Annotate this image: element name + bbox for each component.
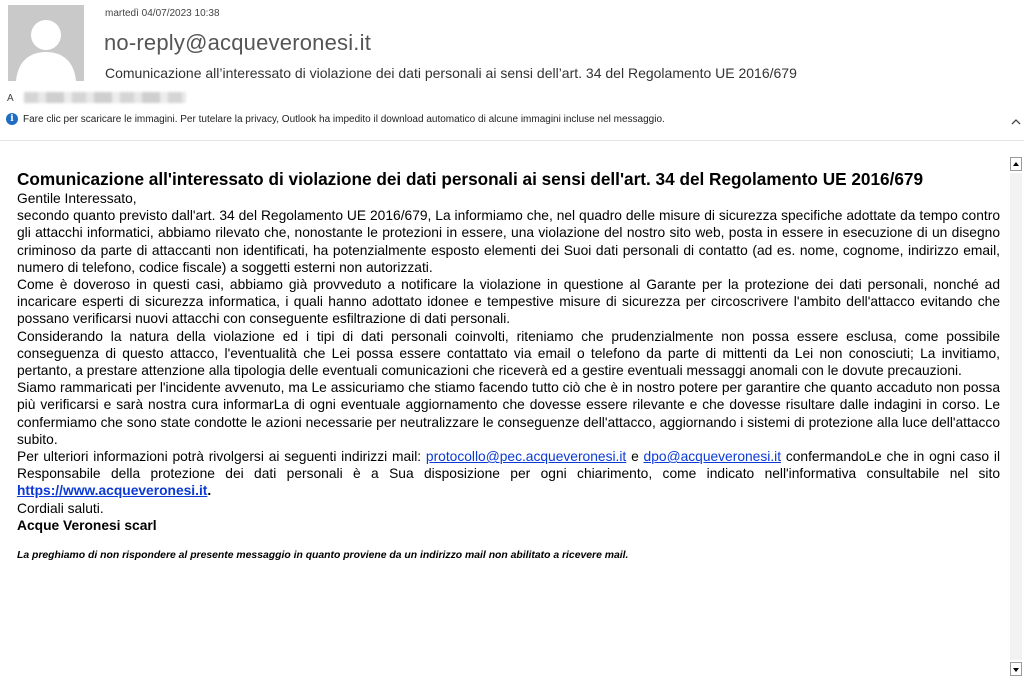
scroll-down-arrow-icon bbox=[1013, 668, 1019, 672]
p5-middle: confermandoLe che in ogni caso il Responsabile della protezione dei dati personali è a Sua disposizione per ogni chiarimento, come indicato nell'informativa consultabile nel sito bbox=[17, 449, 1001, 482]
person-silhouette-icon bbox=[8, 5, 84, 81]
info-icon: i bbox=[6, 113, 18, 125]
greeting: Gentile Interessato, bbox=[17, 191, 137, 206]
scroll-up-arrow-icon bbox=[1013, 162, 1019, 166]
message-content bbox=[17, 168, 1000, 561]
vertical-scrollbar[interactable] bbox=[1010, 155, 1024, 678]
scroll-up-button[interactable] bbox=[1010, 157, 1022, 171]
paragraph-1: secondo quanto previsto dall'art. 34 del Regolamento UE 2016/679, La informiamo che, nel quadro delle misure di sicurezza specifiche adottate da tempo contro gli attacchi informatici, abbiamo rilevato che, nonostante le protezioni in essere, una violazione del nostro sito web, posta in essere in esecuzione di un disegno criminoso da parte di attaccanti non identificati, ha potenzialmente esposto elementi dei Suoi dati personali di contatto (ad es. nome, cognome, indirizzo email, numero di telefono, codice fiscale) a soggetti esterni non autorizzati. bbox=[17, 208, 1000, 275]
p5-suffix: . bbox=[207, 483, 212, 499]
header-divider bbox=[0, 140, 1024, 141]
download-images-infobar[interactable] bbox=[6, 112, 665, 126]
message-date: martedì 04/07/2023 10:38 bbox=[105, 8, 220, 19]
sender-avatar bbox=[8, 5, 84, 81]
redacted-recipient bbox=[24, 92, 186, 103]
p5-prefix: Per ulteriori informazioni potrà rivolgersi ai seguenti indirizzi mail: bbox=[17, 449, 426, 465]
chevron-up-icon[interactable] bbox=[1010, 116, 1022, 128]
email-link-dpo[interactable]: dpo@acqueveronesi.it bbox=[643, 449, 782, 465]
email-link-protocollo[interactable]: protocollo@pec.acqueveronesi.it bbox=[425, 449, 627, 465]
paragraph-4: Siamo rammaricati per l'incidente avvenuto, ma Le assicuriamo che stiamo facendo tutto ciò che è in nostro potere per garantire che quanto accaduto non possa più verificarsi e sarà nostra cura informarLa di ogni eventuale aggiornamento che dovesse essere rilevante e che dovesse risultare dalle indagini in corso. Le confermiamo che sono state condotte le azioni necessarie per neutralizzare le conseguenze dell'attacco, aggiornando i sistemi di protezione alla luce dell'attacco subito. bbox=[17, 380, 1000, 447]
paragraph-2: Come è doveroso in questi casi, abbiamo già provveduto a notificare la violazione in questione al Garante per la protezione dei dati personali, nonché ad incaricare esperti di sicurezza informatica, i quali hanno adottato idonee e tempestive misure di sicurezza per circoscrivere l'ambito dell'attacco evitando che possano verificarsi nuovi attacchi con conseguente esfiltrazione di dati personali. bbox=[17, 277, 1000, 327]
message-subject: Comunicazione all’interessato di violazione dei dati personali ai sensi dell’art. 34 del Regolamento UE 2016/679 bbox=[105, 65, 797, 81]
closing: Cordiali saluti. bbox=[17, 500, 104, 516]
website-link[interactable]: https://www.acqueveronesi.it bbox=[17, 483, 208, 499]
scroll-down-button[interactable] bbox=[1010, 662, 1022, 676]
paragraph-5 bbox=[17, 448, 1000, 500]
message-body bbox=[0, 150, 1009, 678]
paragraph-3: Considerando la natura della violazione ed i tipi di dati personali coinvolti, riteniamo che prudenzialmente non possa essere esclusa, come possibile conseguenza di questo attacco, l'eventualità che Lei possa essere contattato via email o telefono da parte di mittenti da Lei non conosciuti; La invitiamo, pertanto, a prestare attenzione alla tipologia delle eventuali comunicazioni che riceverà ed a gestire eventuali messaggi anomali con le dovute precauzioni. bbox=[17, 328, 1000, 379]
message-header bbox=[0, 0, 1024, 140]
body-title: Comunicazione all'interessato di violazione dei dati personali ai sensi dell'art. 34 del Regolamento UE 2016/679 bbox=[17, 169, 924, 189]
sender-address[interactable]: no-reply@acqueveronesi.it bbox=[104, 30, 372, 55]
footnote: La preghiamo di non rispondere al presente messaggio in quanto proviene da un indirizzo mail non abilitato a ricevere mail. bbox=[17, 549, 629, 561]
signature: Acque Veronesi scarl bbox=[17, 517, 157, 533]
recipient-label: A bbox=[7, 93, 14, 104]
infobar-text: Fare clic per scaricare le immagini. Per tutelare la privacy, Outlook ha impedito il download automatico di alcune immagini incluse nel messaggio. bbox=[23, 113, 665, 125]
p5-and: e bbox=[626, 449, 644, 465]
scroll-track[interactable] bbox=[1010, 173, 1022, 660]
